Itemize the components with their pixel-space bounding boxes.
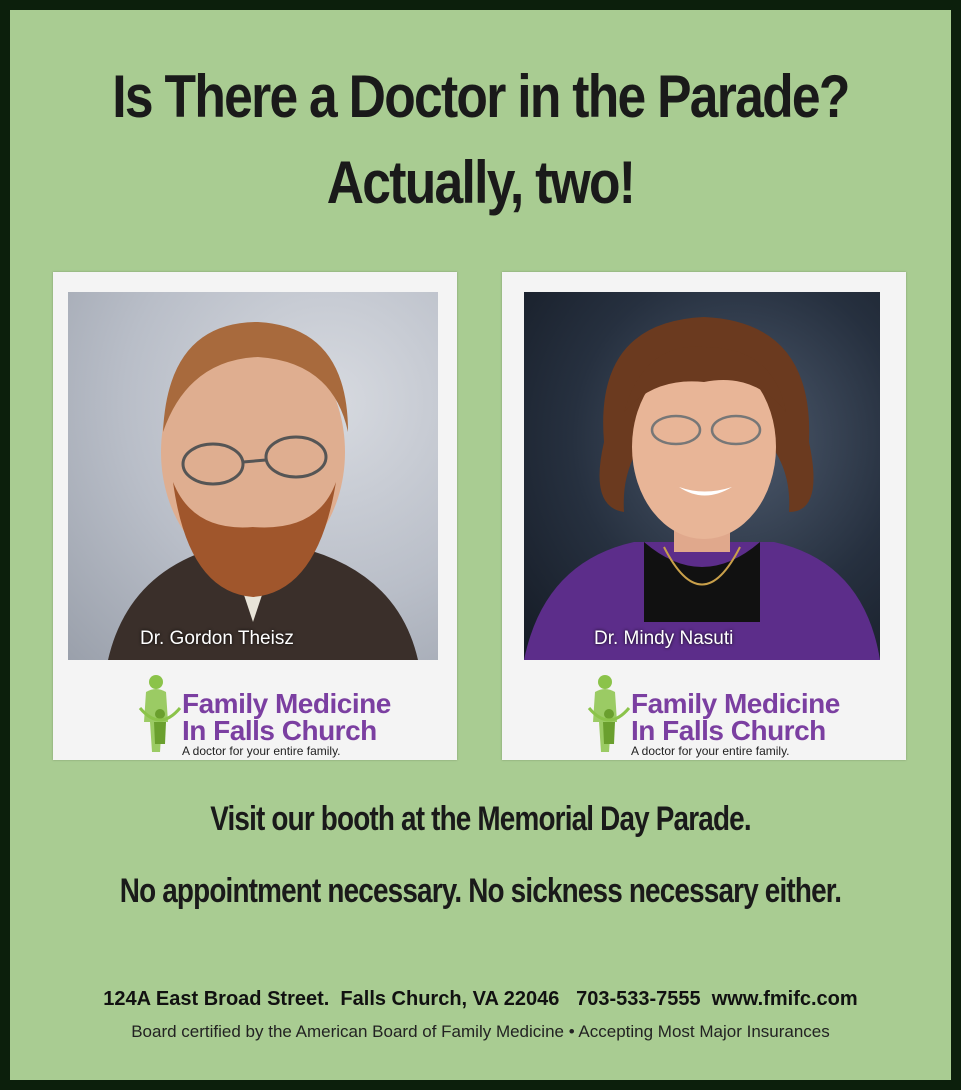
- doctor-name-mindy: Dr. Mindy Nasuti: [594, 628, 734, 649]
- family-logo-icon: [587, 672, 631, 754]
- logo-line-1: Family Medicine: [182, 688, 391, 719]
- contact-address: 124A East Broad Street. Falls Church, VA 22046 703-533-7555 www.fmifc.com: [103, 988, 858, 1010]
- woman-portrait-icon: [524, 292, 880, 660]
- practice-logo: [138, 672, 428, 756]
- doctor-card-gordon: [53, 272, 457, 760]
- practice-logo: [587, 672, 877, 756]
- doctor-card-mindy: [502, 272, 906, 760]
- headline-line-2: Actually, two!: [326, 149, 635, 216]
- logo-line-2: In Falls Church: [182, 715, 377, 746]
- logo-line-2: In Falls Church: [631, 715, 826, 746]
- headline-line-1: Is There a Doctor in the Parade?: [112, 63, 849, 130]
- board-certification: Board certified by the American Board of Family Medicine • Accepting Most Major Insurances: [131, 1022, 830, 1041]
- logo-tagline: A doctor for your entire family.: [631, 744, 790, 758]
- family-logo-icon: [138, 672, 182, 754]
- logo-line-1: Family Medicine: [631, 688, 840, 719]
- booth-message: Visit our booth at the Memorial Day Parade.: [210, 800, 751, 838]
- no-appointment-message: No appointment necessary. No sickness necessary either.: [119, 872, 842, 910]
- logo-tagline: A doctor for your entire family.: [182, 744, 341, 758]
- doctor-photo-mindy: [524, 292, 880, 660]
- doctor-photo-gordon: [68, 292, 438, 660]
- man-portrait-icon: [68, 292, 438, 660]
- doctor-name-gordon: Dr. Gordon Theisz: [140, 628, 294, 649]
